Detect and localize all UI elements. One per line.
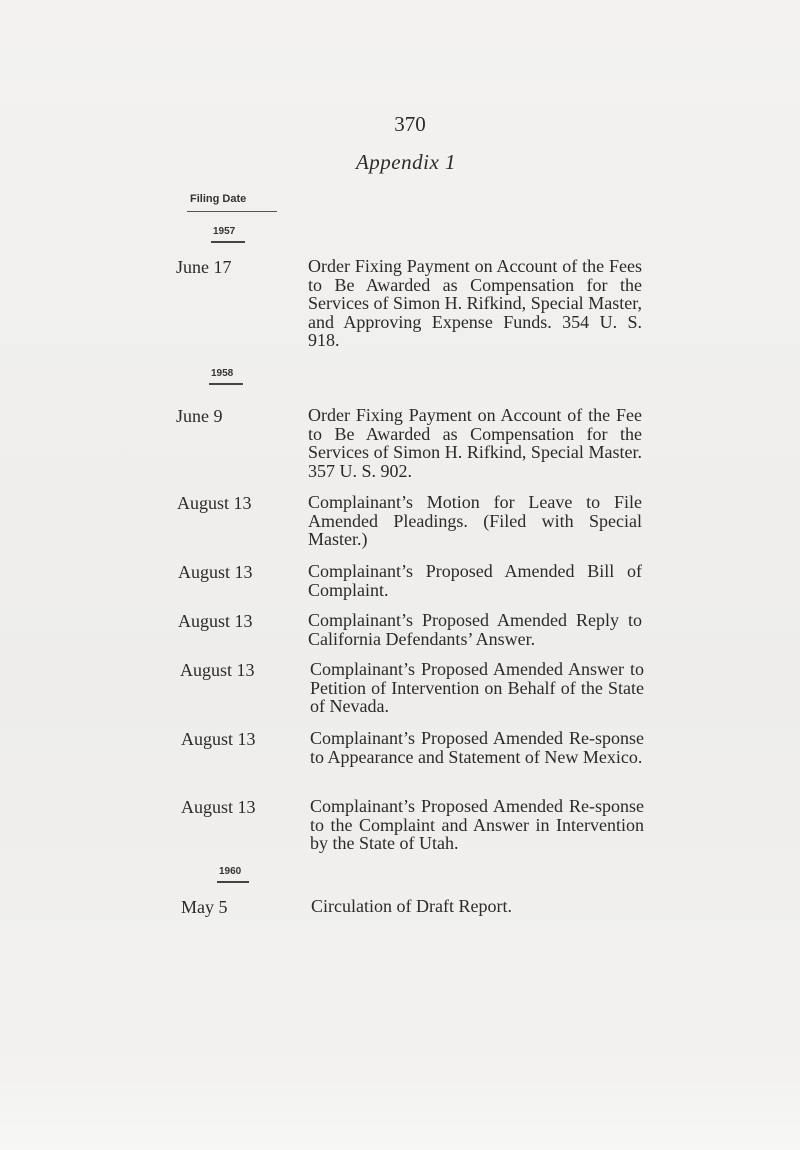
entry-description: Order Fixing Payment on Account of the Fees to Be Awarded as Compensation for the Services of Simon H. Rifkind, Special Master, and Approving Expense Funds. 354 U. S. 918. [308,256,642,351]
entry-description: Order Fixing Payment on Account of the Fee to Be Awarded as Compensation for the Services of Simon H. Rifkind, Special Master. 357 U. S. 902. [308,405,642,481]
heading-rule [187,211,277,212]
entry-date: May 5 [181,897,228,917]
entry-description: Complainant’s Proposed Amended Reply to California Defendants’ Answer. [308,610,642,649]
entry-date: August 13 [180,660,255,680]
year-1958-label: 1958 [211,368,234,379]
entry-date: August 13 [181,729,256,749]
entry-date: August 13 [177,493,252,513]
year-1957-label: 1957 [213,226,236,237]
page-number: 370 [394,112,426,136]
year-rule [217,881,249,883]
entry-description: Complainant’s Motion for Leave to File Amended Pleadings. (Filed with Special Master.) [308,492,642,550]
running-head: Appendix 1 [355,150,457,174]
entry-description: Complainant’s Proposed Amended Re-sponse to the Complaint and Answer in Intervention by the State of Utah. [310,796,644,854]
filing-date-heading: Filing Date [190,193,247,205]
entry-date: August 13 [178,562,253,582]
entry-description: Complainant’s Proposed Amended Re-sponse to Appearance and Statement of New Mexico. [310,728,644,767]
entry-description: Complainant’s Proposed Amended Bill of Complaint. [308,561,642,600]
year-rule [211,241,245,243]
entry-date: August 13 [178,611,253,631]
year-rule [209,383,243,385]
entry-date: June 9 [176,406,223,426]
year-1960-label: 1960 [219,866,242,877]
entry-description: Circulation of Draft Report. [311,896,512,916]
entry-date: August 13 [181,797,256,817]
entry-date: June 17 [176,257,232,277]
entry-description: Complainant’s Proposed Amended Answer to Petition of Intervention on Behalf of the State of Nevada. [310,659,644,717]
